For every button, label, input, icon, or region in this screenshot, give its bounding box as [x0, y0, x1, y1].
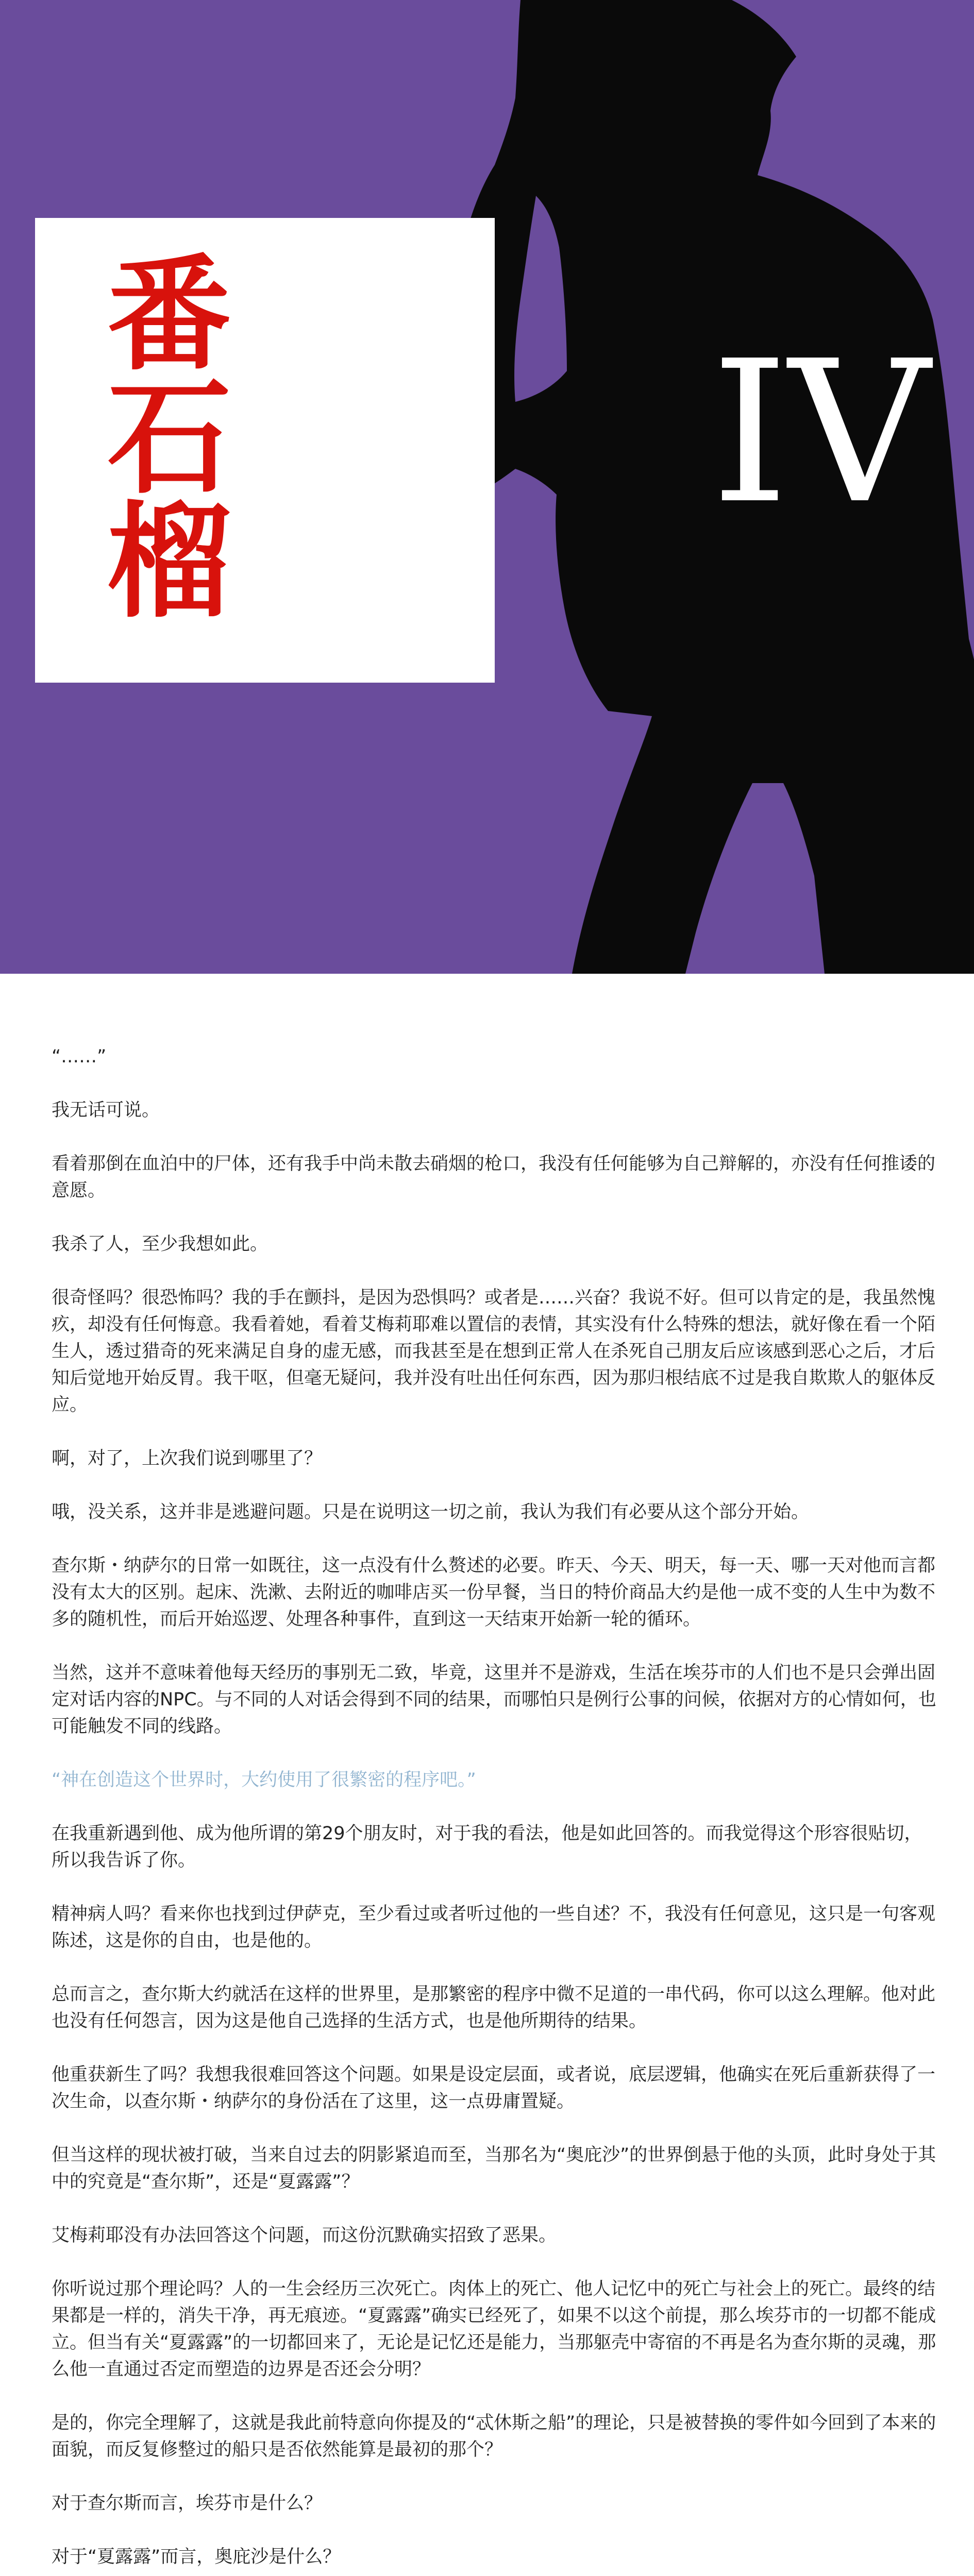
story-paragraph: 精神病人吗？看来你也找到过伊萨克，至少看过或者听过他的一些自述？不，我没有任何意见，这只是一句客观陈述，这是你的自由，也是他的。 [52, 1904, 936, 1951]
title-card [35, 218, 495, 683]
story-paragraph: 对于“夏露露”而言，奥庇沙是什么？ [52, 2547, 341, 2567]
volume-numeral: IV [711, 318, 930, 547]
story-paragraph: 我杀了人，至少我想如此。 [52, 1234, 268, 1255]
story-paragraph: 总而言之，查尔斯大约就活在这样的世界里，是那繁密的程序中微不足道的一串代码，你可以这么理解。他对此也没有任何怨言，因为这是他自己选择的生活方式，也是他所期待的结果。 [52, 1984, 936, 2031]
story-paragraph: 对于查尔斯而言，埃芬市是什么？ [52, 2493, 323, 2514]
story-paragraph: 很奇怪吗？很恐怖吗？我的手在颤抖，是因为恐惧吗？或者是……兴奋？我说不好。但可以肯定的是，我虽然愧疚，却没有任何悔意。我看着她，看着艾梅莉耶难以置信的表情，其实没有什么特殊的想法，就好像在看一个陌生人，透过猎奇的死来满足自身的虚无感，而我甚至是在想到正常人在杀死自己朋友后应该感到恶心之后，才后知后觉地开始反胃。我干呕，但毫无疑问，我并没有吐出任何东西，因为那归根结底不过是我自欺欺人的躯体反应。 [52, 1287, 936, 1415]
story-title: 番石榴 [87, 249, 231, 620]
story-body [52, 1043, 938, 2576]
story-paragraph: 当然，这并不意味着他每天经历的事别无二致，毕竟，这里并不是游戏，生活在埃芬市的人们也不是只会弹出固定对话内容的NPC。与不同的人对话会得到不同的结果，而哪怕只是例行公事的问候，依据对方的心情如何，也可能触发不同的线路。 [52, 1663, 936, 1737]
quote-paragraph: “神在创造这个世界时，大约使用了很繁密的程序吧。” [52, 1770, 476, 1790]
story-paragraph: 哦，没关系，这并非是逃避问题。只是在说明这一切之前，我认为我们有必要从这个部分开始。 [52, 1502, 810, 1522]
story-paragraph: 我无话可说。 [52, 1100, 160, 1121]
story-paragraph: 艾梅莉耶没有办法回答这个问题，而这份沉默确实招致了恶果。 [52, 2225, 557, 2246]
story-paragraph: 啊，对了，上次我们说到哪里了？ [52, 1448, 323, 1469]
cover-banner [0, 0, 974, 974]
story-paragraph: “……” [52, 1046, 107, 1067]
story-paragraph: 在我重新遇到他、成为他所谓的第29个朋友时，对于我的看法，他是如此回答的。而我觉得这个形容很贴切，所以我告诉了你。 [52, 1823, 922, 1871]
story-paragraph: 看着那倒在血泊中的尸体，还有我手中尚未散去硝烟的枪口，我没有任何能够为自己辩解的，亦没有任何推诿的意愿。 [52, 1154, 936, 1201]
story-paragraph: 查尔斯・纳萨尔的日常一如既往，这一点没有什么赘述的必要。昨天、今天、明天，每一天、哪一天对他而言都没有太大的区别。起床、洗漱、去附近的咖啡店买一份早餐，当日的特价商品大约是他一成不变的人生中为数不多的随机性，而后开始巡逻、处理各种事件，直到这一天结束开始新一轮的循环。 [52, 1555, 936, 1630]
story-paragraph: 是的，你完全理解了，这就是我此前特意向你提及的“忒休斯之船”的理论，只是被替换的零件如今回到了本来的面貌，而反复修整过的船只是否依然能算是最初的那个？ [52, 2413, 936, 2460]
story-paragraph: 但当这样的现状被打破，当来自过去的阴影紧追而至，当那名为“奥庇沙”的世界倒悬于他的头顶，此时身处于其中的究竟是“查尔斯”，还是“夏露露”？ [52, 2145, 936, 2192]
story-paragraph: 你听说过那个理论吗？人的一生会经历三次死亡。肉体上的死亡、他人记忆中的死亡与社会上的死亡。最终的结果都是一样的，消失干净，再无痕迹。“夏露露”确实已经死了，如果不以这个前提，那么埃芬市的一切都不能成立。但当有关“夏露露”的一切都回来了，无论是记忆还是能力，当那躯壳中寄宿的不再是名为查尔斯的灵魂，那么他一直通过否定而塑造的边界是否还会分明？ [52, 2279, 936, 2380]
story-paragraph: 他重获新生了吗？我想我很难回答这个问题。如果是设定层面，或者说，底层逻辑，他确实在死后重新获得了一次生命，以查尔斯・纳萨尔的身份活在了这里，这一点毋庸置疑。 [52, 2064, 936, 2112]
